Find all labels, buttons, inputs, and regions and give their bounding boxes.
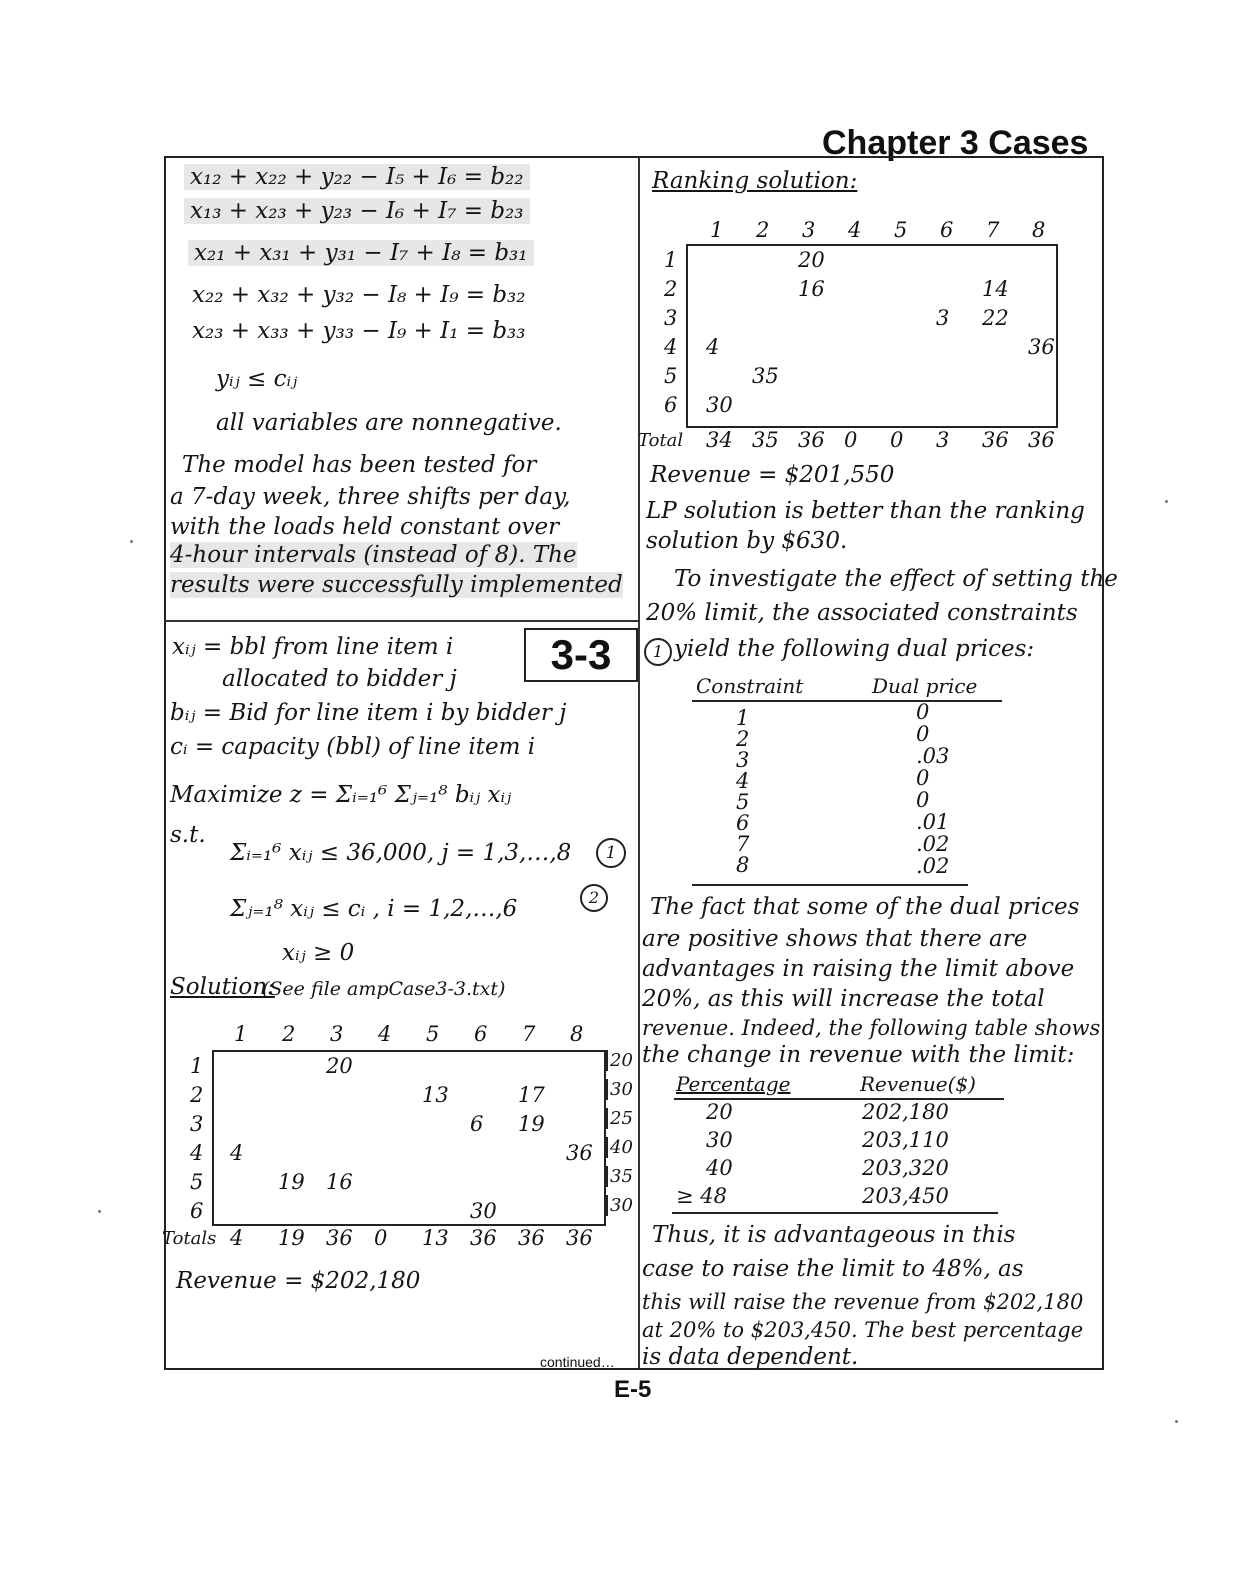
pct-revenue: 203,320 — [862, 1156, 949, 1180]
dual-constraint: 1 — [736, 706, 750, 730]
column-header: 3 — [330, 1022, 344, 1046]
row-capacity: 30 — [606, 1079, 633, 1100]
dual-price: .02 — [916, 854, 950, 878]
grid-cell-value: 13 — [422, 1083, 449, 1107]
para2-tag: 1 — [644, 638, 672, 666]
column-total: 36 — [470, 1226, 497, 1250]
dual-constraint: 5 — [736, 790, 750, 814]
definition-b: bᵢⱼ = Bid for line item i by bidder j — [170, 700, 567, 726]
column-total: 36 — [518, 1226, 545, 1250]
note-line-4: 4-hour intervals (instead of 8). The — [170, 542, 577, 568]
column-header: 8 — [570, 1022, 584, 1046]
pct-revenue: 202,180 — [862, 1100, 949, 1124]
pct-header-revenue: Revenue($) — [860, 1072, 976, 1096]
grid-cell-value: 16 — [326, 1170, 353, 1194]
grid-cell-value: 6 — [470, 1112, 484, 1136]
column-total: 34 — [706, 428, 733, 452]
para3-line-1: The fact that some of the dual prices — [650, 894, 1080, 920]
grid-cell-value: 16 — [798, 277, 825, 301]
para3-line-6: the change in revenue with the limit: — [642, 1042, 1075, 1068]
dual-price: 0 — [916, 700, 930, 724]
column-header: 6 — [940, 218, 954, 242]
pct-value: ≥ 48 — [676, 1184, 727, 1208]
grid-cell-value: 36 — [1028, 335, 1055, 359]
dual-constraint: 3 — [736, 748, 750, 772]
dual-price: .01 — [916, 810, 950, 834]
column-total: 4 — [230, 1226, 244, 1250]
grid-cell-value: 30 — [706, 393, 733, 417]
dual-header-constraint: Constraint — [696, 674, 804, 698]
para4-line-5: is data dependent. — [642, 1344, 859, 1370]
equation-4: x₂₂ + x₃₂ + y₃₂ − I₈ + I₉ = b₃₂ — [192, 282, 526, 308]
row-header: 1 — [190, 1054, 204, 1078]
para1-line-1: LP solution is better than the ranking — [646, 498, 1085, 524]
scan-speck — [1165, 500, 1168, 503]
dual-price: 0 — [916, 766, 930, 790]
constraint-3: xᵢⱼ ≥ 0 — [282, 940, 355, 966]
column-total: 36 — [798, 428, 825, 452]
column-header: 5 — [426, 1022, 440, 1046]
column-header: 4 — [378, 1022, 392, 1046]
column-total: 0 — [890, 428, 904, 452]
dual-bottom-rule — [692, 884, 968, 886]
pct-revenue: 203,110 — [862, 1128, 949, 1152]
column-header: 6 — [474, 1022, 488, 1046]
subject-to-label: s.t. — [170, 822, 206, 848]
page-number: E-5 — [614, 1376, 652, 1403]
column-header: 3 — [802, 218, 816, 242]
dual-price: .02 — [916, 832, 950, 856]
column-header: 1 — [710, 218, 724, 242]
grid-box — [686, 244, 1058, 428]
row-capacity: 30 — [606, 1195, 633, 1216]
dual-header-price: Dual price — [872, 674, 978, 698]
column-total: 19 — [278, 1226, 305, 1250]
lp-revenue: Revenue = $202,180 — [176, 1268, 421, 1294]
row-header: 5 — [190, 1170, 204, 1194]
column-header: 4 — [848, 218, 862, 242]
para4-line-4: at 20% to $203,450. The best percentage — [642, 1318, 1084, 1342]
equation-2: x₁₃ + x₂₃ + y₂₃ − I₆ + I₇ = b₂₃ — [184, 198, 530, 224]
note-line-1: The model has been tested for — [182, 452, 537, 478]
grid-cell-value: 35 — [752, 364, 779, 388]
dual-header-rule — [692, 700, 1002, 702]
para3-line-2: are positive shows that there are — [642, 926, 1028, 952]
row-header: 3 — [664, 306, 678, 330]
equation-5: x₂₃ + x₃₃ + y₃₃ − I₉ + I₁ = b₃₃ — [192, 318, 526, 344]
dual-constraint: 8 — [736, 853, 750, 877]
chapter-title: Chapter 3 Cases — [822, 124, 1089, 162]
pct-header-percentage: Percentage — [676, 1072, 791, 1096]
grid-cell-value: 4 — [706, 335, 720, 359]
pct-value: 20 — [706, 1100, 733, 1124]
column-total: 3 — [936, 428, 950, 452]
pct-revenue: 203,450 — [862, 1184, 949, 1208]
column-total: 35 — [752, 428, 779, 452]
dual-price: 0 — [916, 722, 930, 746]
scan-speck — [130, 540, 133, 543]
para2-line-2: 20% limit, the associated constraints — [646, 600, 1078, 626]
column-total: 0 — [374, 1226, 388, 1250]
row-capacity: 25 — [606, 1108, 633, 1129]
constraint-1-tag: 1 — [596, 838, 626, 868]
column-header: 7 — [986, 218, 1000, 242]
column-header: 5 — [894, 218, 908, 242]
row-header: 4 — [664, 335, 678, 359]
pct-bottom-rule — [672, 1212, 998, 1214]
constraint-1: Σᵢ₌₁⁶ xᵢⱼ ≤ 36,000, j = 1,3,…,8 — [230, 840, 572, 866]
grid-cell-value: 19 — [278, 1170, 305, 1194]
grid-cell-value: 22 — [982, 306, 1009, 330]
row-capacity: 35 — [606, 1166, 633, 1187]
row-header: 5 — [664, 364, 678, 388]
row-header: 4 — [190, 1141, 204, 1165]
column-total: 36 — [326, 1226, 353, 1250]
para2-line-1: To investigate the effect of setting the — [674, 566, 1118, 592]
column-total: 36 — [1028, 428, 1055, 452]
para3-line-3: advantages in raising the limit above — [642, 956, 1075, 982]
dual-price: .03 — [916, 744, 950, 768]
dual-constraint: 7 — [736, 832, 750, 856]
grid-cell-value: 4 — [230, 1141, 244, 1165]
solution-label: Solution: — [170, 974, 275, 1000]
section-divider — [165, 620, 638, 622]
ranking-revenue: Revenue = $201,550 — [650, 462, 895, 488]
dual-constraint: 6 — [736, 811, 750, 835]
para4-line-1: Thus, it is advantageous in this — [652, 1222, 1016, 1248]
row-header: 1 — [664, 248, 678, 272]
row-header: 2 — [190, 1083, 204, 1107]
row-capacity: 40 — [606, 1137, 633, 1158]
objective-function: Maximize z = Σᵢ₌₁⁶ Σⱼ₌₁⁸ bᵢⱼ xᵢⱼ — [170, 782, 512, 808]
equation-1: x₁₂ + x₂₂ + y₂₂ − I₅ + I₆ = b₂₂ — [184, 164, 530, 190]
definition-x: xᵢⱼ = bbl from line item i — [172, 634, 454, 660]
nonnegativity-note: all variables are nonnegative. — [216, 410, 562, 436]
grid-cell-value: 3 — [936, 306, 950, 330]
dual-constraint: 2 — [736, 727, 750, 751]
scan-speck — [1175, 1420, 1178, 1423]
row-header: 6 — [664, 393, 678, 417]
dual-constraint: 4 — [736, 769, 750, 793]
para1-line-2: solution by $630. — [646, 528, 848, 554]
note-line-5: results were successfully implemented — [170, 572, 623, 598]
column-total: 0 — [844, 428, 858, 452]
column-header: 1 — [234, 1022, 248, 1046]
solution-file-note: (See file ampCase3-3.txt) — [262, 978, 506, 1000]
grid-cell-value: 36 — [566, 1141, 593, 1165]
grid-cell-value: 30 — [470, 1199, 497, 1223]
row-header: 3 — [190, 1112, 204, 1136]
row-capacity: 20 — [606, 1050, 633, 1071]
column-total: 36 — [982, 428, 1009, 452]
capacity-constraint: yᵢⱼ ≤ cᵢⱼ — [216, 366, 298, 392]
definition-x-cont: allocated to bidder j — [222, 666, 457, 692]
note-line-3: with the loads held constant over — [170, 514, 560, 540]
grid-cell-value: 20 — [798, 248, 825, 272]
column-header: 2 — [756, 218, 770, 242]
para4-line-3: this will raise the revenue from $202,180 — [642, 1290, 1084, 1314]
equation-3: x₂₁ + x₃₁ + y₃₁ − I₇ + I₈ = b₃₁ — [188, 240, 534, 266]
totals-label: Totals — [162, 1228, 217, 1249]
totals-label: Total — [638, 430, 684, 451]
column-total: 13 — [422, 1226, 449, 1250]
para3-line-4: 20%, as this will increase the total — [642, 986, 1045, 1012]
ranking-solution-title: Ranking solution: — [652, 168, 858, 194]
definition-c: cᵢ = capacity (bbl) of line item i — [170, 734, 536, 760]
constraint-2: Σⱼ₌₁⁸ xᵢⱼ ≤ cᵢ , i = 1,2,…,6 — [230, 896, 518, 922]
grid-cell-value: 17 — [518, 1083, 545, 1107]
pct-value: 40 — [706, 1156, 733, 1180]
grid-cell-value: 19 — [518, 1112, 545, 1136]
grid-cell-value: 14 — [982, 277, 1009, 301]
pct-value: 30 — [706, 1128, 733, 1152]
para3-line-5: revenue. Indeed, the following table shows — [642, 1016, 1101, 1040]
row-header: 2 — [664, 277, 678, 301]
column-header: 2 — [282, 1022, 296, 1046]
para4-line-2: case to raise the limit to 48%, as — [642, 1256, 1024, 1282]
row-header: 6 — [190, 1199, 204, 1223]
column-header: 7 — [522, 1022, 536, 1046]
column-divider — [638, 158, 640, 1368]
continued-label: continued… — [540, 1354, 615, 1370]
grid-box — [212, 1050, 606, 1226]
note-line-2: a 7-day week, three shifts per day, — [170, 484, 571, 510]
para2-line-3: yield the following dual prices: — [674, 636, 1035, 662]
column-total: 36 — [566, 1226, 593, 1250]
constraint-2-tag: 2 — [580, 884, 608, 912]
scan-speck — [98, 1210, 101, 1213]
dual-price: 0 — [916, 788, 930, 812]
column-header: 8 — [1032, 218, 1046, 242]
case-number-badge: 3-3 — [524, 628, 638, 682]
grid-cell-value: 20 — [326, 1054, 353, 1078]
